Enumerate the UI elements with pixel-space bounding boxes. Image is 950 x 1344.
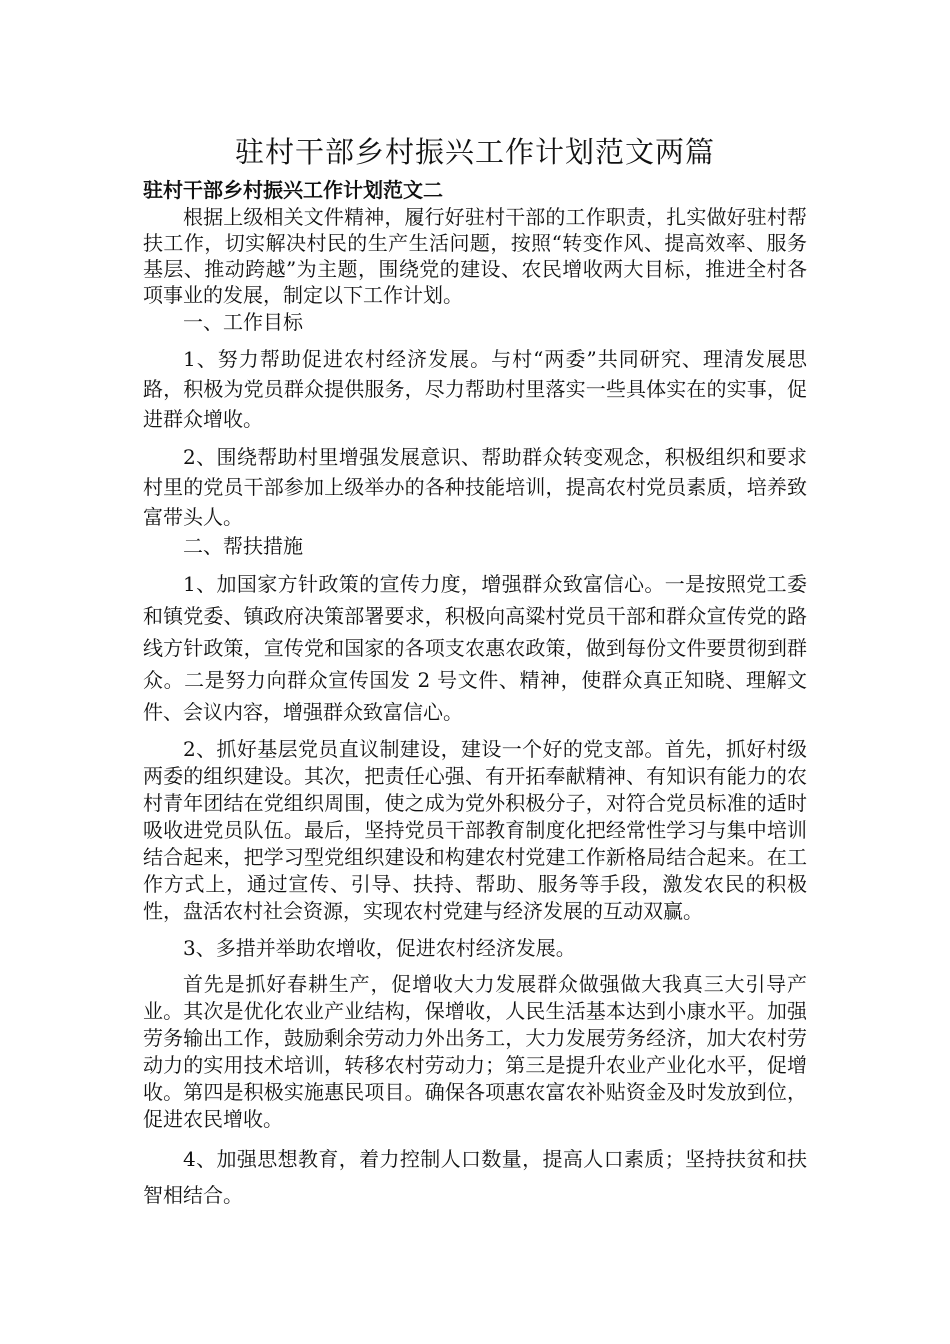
- heading-work-goals: 一、工作目标: [183, 310, 303, 334]
- measure-paragraph-3-detail: 首先是抓好春耕生产，促增收大力发展群众做强做大我真三大引导产业。其次是优化农业产业结构，保增收，人民生活基本达到小康水平。加强劳务输出工作，鼓励剩余劳动力外出务工，大力发展劳务经济，加大农村劳动力的实用技术培训，转移农村劳动力；第三是提升农业产业化水平，促增收。第四是积极实施惠民项目。确保各项惠农富农补贴资金及时发放到位，促进农民增收。: [143, 972, 807, 1131]
- heading-assistance-measures: 二、帮扶措施: [183, 534, 303, 558]
- goal-paragraph-1: 1、努力帮助促进农村经济发展。与村“两委”共同研究、理清发展思路，积极为党员群众提供服务，尽力帮助村里落实一些具体实在的实事，促进群众增收。: [143, 347, 807, 431]
- measure-paragraph-2: 2、抓好基层党员直议制建设，建设一个好的党支部。首先，抓好村级两委的组织建设。其次，把责任心强、有开拓奉献精神、有知识有能力的农村青年团结在党组织周围，使之成为党外积极分子，对符合党员标准的适时吸收进党员队伍。最后，坚持党员干部教育制度化把经常性学习与集中培训结合起来，把学习型党组织建设和构建农村党建工作新格局结合起来。在工作方式上，通过宣传、引导、扶持、帮助、服务等手段，激发农民的积极性，盘活农村社会资源，实现农村党建与经济发展的互动双赢。: [143, 737, 807, 923]
- document-title: 驻村干部乡村振兴工作计划范文两篇: [234, 135, 715, 169]
- measure-paragraph-3: 3、多措并举助农增收，促进农村经济发展。: [183, 936, 576, 960]
- measure-paragraph-4: 4、加强思想教育，着力控制人口数量，提高人口素质；坚持扶贫和扶智相结合。: [143, 1147, 807, 1207]
- document-body: [143, 128, 807, 1213]
- goal-paragraph-2: 2、围绕帮助村里增强发展意识、帮助群众转变观念，积极组织和要求村里的党员干部参加上级举办的各种技能培训，提高农村党员素质，培养致富带头人。: [143, 445, 807, 529]
- measure-paragraph-1: 1、加国家方针政策的宣传力度，增强群众致富信心。一是按照党工委和镇党委、镇政府决策部署要求，积极向高粱村党员干部和群众宣传党的路线方针政策，宣传党和国家的各项支农惠农政策，做到每份文件要贯彻到群众。二是努力向群众宣传国发 2 号文件、精神，使群众真正知晓、理解文件、会议内容，增强群众致富信心。: [143, 572, 807, 724]
- intro-paragraph: 根据上级相关文件精神，履行好驻村干部的工作职责，扎实做好驻村帮扶工作，切实解决村民的生产生活问题，按照“转变作风、提高效率、服务基层、推动跨越”为主题，围绕党的建设、农民增收两大目标，推进全村各项事业的发展，制定以下工作计划。: [143, 205, 807, 307]
- section-subtitle: 驻村干部乡村振兴工作计划范文二: [143, 178, 443, 202]
